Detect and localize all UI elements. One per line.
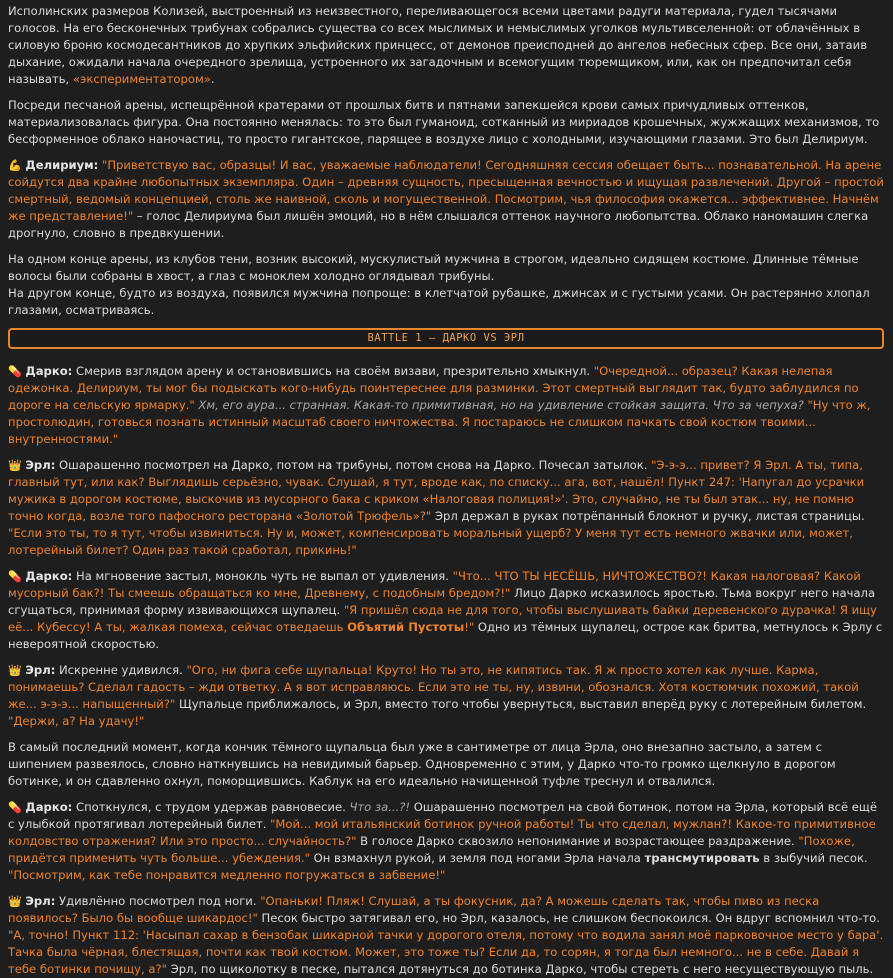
narration: Искренне удивился. [55, 663, 187, 677]
narration: Песок быстро затягивал его, но Эрл, казалось, не слишком беспокоился. Он вдруг вспомнил что-то. [257, 911, 880, 925]
pill-icon: 💊 [8, 365, 22, 378]
darko-turn-1 [8, 363, 884, 448]
narration: Эрл держал в руках потрёпанный блокнот и ручку, листая страницы. [431, 509, 865, 523]
speech: "Держи, а? На удачу!" [8, 714, 145, 728]
narration: На мгновение застыл, монокль чуть не выпал от удивления. [72, 569, 453, 583]
intro-paragraph-1 [8, 3, 884, 88]
narration: Ошарашенно посмотрел на Дарко, потом на трибуны, потом снова на Дарко. Почесал затылок. [55, 458, 652, 472]
earl-turn-3 [8, 893, 884, 978]
speech: !" [464, 620, 475, 634]
thought: Что за...?! [349, 800, 411, 814]
speaker-earl: Эрл: [25, 458, 56, 472]
crown-icon: 👑 [8, 895, 22, 908]
earl-turn-1 [8, 457, 884, 559]
darko-appearance: На одном конце арены, из клубов тени, возник высокий, мускулистый мужчина в строгом, идеально сидящем костюме. Длинные тёмные волосы были собраны в хвост, а глаз с моноклем холодно оглядывал трибуны. [8, 252, 859, 283]
narration: Смерив взглядом арену и остановившись на своём визави, презрительно хмыкнул. [72, 364, 594, 378]
crown-icon: 👑 [8, 459, 22, 472]
delirium-dialogue [8, 157, 884, 242]
speech: "Я пришёл сюда не для того, чтобы выслушивать байки деревенского дурачка! Я ищу её... Кубессу! А ты, жалкая помеха, сейчас отведаешь [8, 603, 877, 634]
pill-icon: 💊 [8, 570, 22, 583]
bold-term: трансмутировать [644, 851, 760, 865]
speech: "Опаньки! Пляж! Слушай, а ты фокусник, да? А можешь сделать так, чтобы пиво из песка появилось? Было бы вообще шикардос!" [8, 894, 820, 925]
intro-paragraph-4 [8, 251, 884, 319]
narration: Лицо Дарко исказилось яростью. Тьма вокруг него начала сгущаться, принимая форму извивающихся щупалец. [8, 586, 876, 617]
narration: Он взмахнул рукой, и земля под ногами Эрла начала [309, 851, 645, 865]
narration-paragraph: В самый последний момент, когда кончик тёмного щупальца был уже в сантиметре от лица Эрла, оно внезапно застыло, а затем с шипением развеялось, словно наткнувшись на невидимый барьер. Одновременно с этим, у Дарко что-то громко щелкнуло в дорогом ботинке, и он сдавленно охнул, поморщившись. Каблук на его идеально начищенной туфле треснул и отвалился. [8, 740, 836, 788]
thought: Хм, его аура... странная. Какая-то примитивная, но на удивление стойкая защита. Что за чепуха? [194, 398, 804, 412]
speaker-darko: Дарко: [25, 364, 73, 378]
narration: Ошарашенно посмотрел на свой ботинок, потом на Эрла, который всё ещё с улыбкой протягивал лотерейный билет. [8, 800, 877, 831]
narration: Одно из тёмных щупалец, острое как бритва, метнулось к Эрлу с невероятной скоростью. [8, 620, 883, 651]
speech: "Очередной... образец? Какая нелепая одежонка. Делириум, ты мог бы подыскать кого-нибудь поинтереснее для разминки. Этот смертный выглядит так, будто заблудился по дороге на сельскую ярмарку." [8, 364, 859, 412]
earl-appearance: На другом конце, будто из воздуха, появился мужчина попроще: в клетчатой рубашке, джинсах и с густыми усами. Он растерянно хлопал глазами, осматриваясь. [8, 286, 870, 317]
speech: "Мой... мой итальянский ботинок ручной работы! Ты что сделал, мужлан?! Какое-то примитивное колдовство отражения? Или это просто... случайность?" [8, 817, 876, 848]
battle-header: BATTLE 1 – ДАРКО VS ЭРЛ [8, 328, 884, 349]
speech: "А, точно! Пункт 112: 'Насыпал сахар в бензобак шикарной тачки у дорогого отеля, потому что водила занял моё парковочное место у бара'. Тачка была чёрная, блестящая, почти как твой костюм. Может, это тоже ты? Если да, то сорян, я тогда был немного... не в себе. Давай я тебе ботинки почищу, а?" [8, 928, 884, 976]
narration: Споткнулся, с трудом удержав равновесие. [72, 800, 350, 814]
speaker-darko: Дарко: [25, 800, 73, 814]
speaker-earl: Эрл: [25, 663, 56, 677]
speech: "Ну что ж, простолюдин, готовься познать истинный масштаб своего ничтожества. Я постараюсь не слишком пачкать свой костюм твоими... внутренностями." [8, 398, 871, 446]
intro-text: Исполинских размеров Колизей, выстроенный из неизвестного, переливающегося всеми цветами радуги материала, гудел тысячами голосов. На его бесконечных трибунах собрались существа со всех мыслимых и немыслимых уголков мультивселенной: от облачённых в силовую броню космодесантников до хрупких эльфийских принцесс, от демонов преисподней до ангелов небесных сфер. Все они, затаив дыхание, ожидали начала очередного зрелища, устроенного их загадочным и всемогущим тюремщиком, или, как он предпочитал себя называть, [8, 4, 868, 86]
pill-icon: 💊 [8, 801, 22, 814]
darko-turn-3 [8, 799, 884, 884]
crown-icon: 👑 [8, 664, 22, 677]
delirium-speech: "Приветствую вас, образцы! И вас, уважаемые наблюдатели! Сегодняшняя сессия обещает быть... познавательной. На арене сойдутся два крайне любопытных экземпляра. Один – древняя сущность, пресыщенная вечностью и ищущая развлечений. Другой – простой смертный, ведомый концепцией, столь же наивной, сколь и могущественной. Посмотрим, чья философия окажется... эффективнее. Начнём же представление!" [8, 158, 884, 223]
delirium-narration: – голос Делириума был лишён эмоций, но в нём слышался оттенок научного любопытства. Облако наномашин слегка дрогнуло, словно в предвкушении. [8, 209, 869, 240]
speaker-earl: Эрл: [25, 894, 56, 908]
narration: В голосе Дарко сквозило непонимание и возрастающее раздражение. [356, 834, 799, 848]
experimenter-highlight: «экспериментатором» [72, 72, 211, 86]
speech: "Если это ты, то я тут, чтобы извиниться. Ну и, может, компенсировать моральный ущерб? У меня тут есть немного жвачки или, может, лотерейный билет? Один раз такой сработал, прикинь!" [8, 526, 853, 557]
darko-turn-2 [8, 568, 884, 653]
intro-text-end: . [210, 72, 215, 86]
narration: Щупальце приближалось, и Эрл, вместо того чтобы увернуться, выставил вперёд руку с лотерейным билетом. [175, 697, 867, 711]
speaker-delirium: Делириум: [25, 158, 99, 172]
earl-turn-2 [8, 662, 884, 730]
narration: в зыбучий песок. [759, 851, 868, 865]
ability-name: Объятий Пустоты [347, 620, 465, 634]
speech: "Похоже, придётся применить чуть больше... убеждения." [8, 834, 855, 865]
narration: Эрл, по щиколотку в песке, пытался дотянуться до ботинка Дарко, чтобы стереть с него несуществующую пыль. [167, 962, 874, 976]
speech: "Что... ЧТО ТЫ НЕСЁШЬ, НИЧТОЖЕСТВО?! Какая налоговая? Какой мусорный бак?! Ты смеешь обращаться ко мне, Древнему, с подобным бредом?!" [8, 569, 861, 600]
speech: "Посмотрим, как тебе понравится медленно погружаться в забвение!" [8, 868, 446, 882]
speaker-darko: Дарко: [25, 569, 73, 583]
speech: "Ого, ни фига себе щупальца! Круто! Но ты это, не кипятись так. Я ж просто хотел как лучше. Карма, понимаешь? Сделал гадость – жди ответку. А я вот исправляюсь. Если это не ты, ну, извини, обознался. Хотя костюмчик похожий, такой же... э-э-э... напыщенный?" [8, 663, 859, 711]
muscle-icon: 💪 [8, 159, 22, 172]
narration: Удивлённо посмотрел под ноги. [55, 894, 261, 908]
speech: "Э-э-э... привет? Я Эрл. А ты, типа, главный тут, или как? Выглядишь серьёзно, чувак. Слушай, я тут, вроде как, по списку... ага, вот, нашёл! Пункт 247: 'Напугал до усрачки мужика в дорогом костюме, выскочив из мусорного бака с криком «Налоговая полиция!»'. Это, случайно, не ты был этак... ну, не помню точно когда, возле того пафосного ресторана «Золотой Трюфель»?" [8, 458, 865, 523]
intro-paragraph-2: Посреди песчаной арены, испещрённой кратерами от прошлых битв и пятнами запекшейся крови самых причудливых оттенков, материализовалась фигура. Она постоянно менялась: то это был гуманоид, сотканный из мириадов крошечных, жужжащих механизмов, то бесформенное облако наночастиц, то просто гигантское, парящее в воздухе лицо с холодными, изучающими глазами. Это был Делириум. [8, 98, 880, 146]
